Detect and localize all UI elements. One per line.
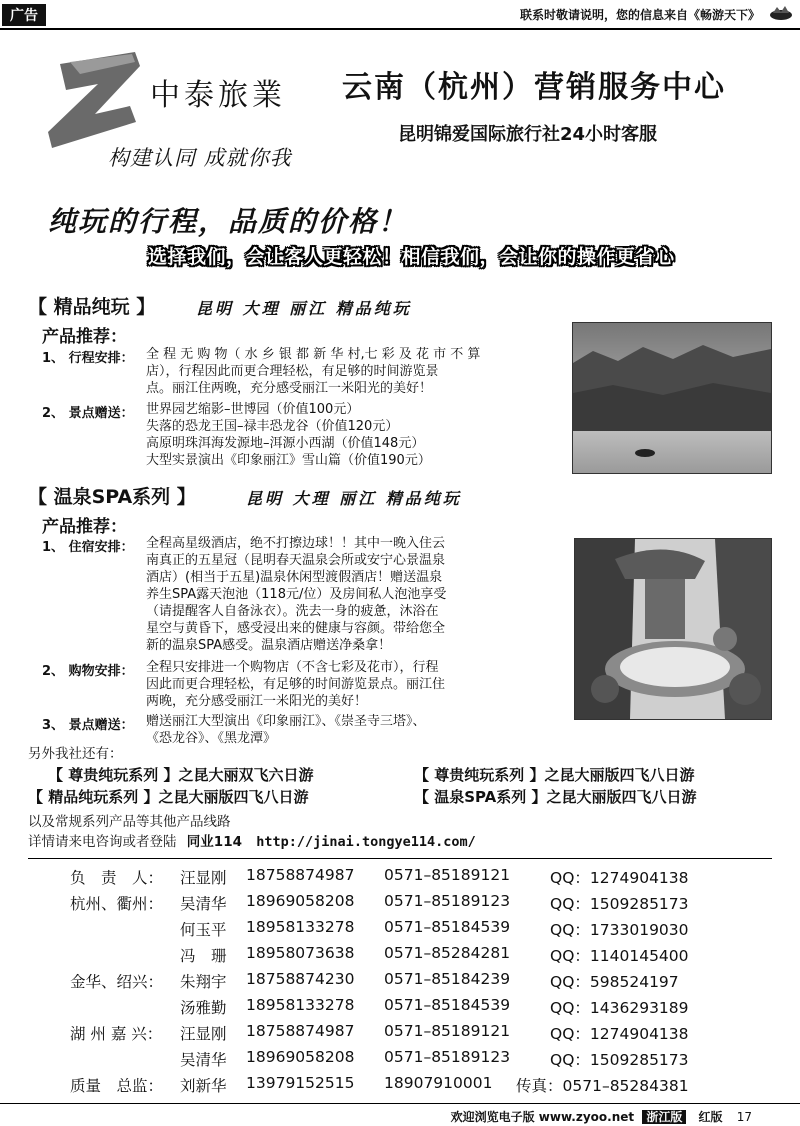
contact-mobile: 18958133278 [246,996,355,1014]
contact-region: 金华、绍兴： [70,973,164,991]
contact-row [70,1022,770,1048]
contact-row [70,892,770,918]
contact-qq: QQ：1733019030 [550,921,689,939]
quality-mobile: 13979152515 [246,1074,355,1092]
contact-region [70,996,180,1022]
contact-region: 负 责 人： [70,869,164,887]
text-line: 全程高星级酒店，绝不打擦边球！！其中一晚入住云 [146,536,446,551]
text-line: 养生SPA露天泡池（118元/位）及房间私人泡池享受 [146,587,447,602]
text-line: （请提醒客人自备泳衣）。洗去一身的疲惫，沐浴在 [146,604,439,619]
contact-region [70,1048,180,1074]
contact-name: 吴清华 [180,1051,227,1069]
text-line: 因此而更合理轻松，有足够的时间游览景点。丽江住 [146,677,446,692]
main-slogan: 纯玩的行程，品质的价格！ [48,205,409,238]
contact-tel: 0571–85184539 [384,918,511,936]
text-line: 赠送丽江大型演出《印象丽江》、《崇圣寺三塔》、 [146,714,426,729]
contact-tel: 0571–85189123 [384,892,511,910]
quality-label: 质量 总监： [70,1077,164,1095]
contact-mobile: 18969058208 [246,892,355,910]
promo-banner: 选择我们，会让客人更轻松！相信我们，会让你的操作更省心 [148,246,675,268]
contact-name: 吴清华 [180,895,227,913]
section1-rec: 产品推荐： [42,327,127,347]
contact-region: 杭州、衢州： [70,895,164,913]
section2-label-gifts: 3、 景点赠送： [42,718,134,733]
contact-name: 汤雅勤 [180,999,227,1017]
quality-tel: 18907910001 [384,1074,493,1092]
consult-prefix: 详情请来电咨询或者登陆 [28,834,177,850]
text-line: 大型实景演出《印象丽江》雪山篇（价值190元） [146,453,431,468]
contact-row [70,996,770,1022]
contact-mobile: 18958133278 [246,918,355,936]
company-name: 中泰旅業 [150,78,286,113]
contact-table [70,866,770,1100]
contact-tel: 0571–85184539 [384,996,511,1014]
text-line: 星空与黄昏下，感受浸出来的健康与容颜。带给您全 [146,621,446,636]
contact-row [70,866,770,892]
section1-subtitle: 昆明 大理 丽江 精品纯玩 [196,299,412,318]
contact-mobile: 18958073638 [246,944,355,962]
quality-fax: 传真：0571–85284381 [516,1077,689,1095]
footer-text: 欢迎浏览电子版 www.zyoo.net [450,1110,635,1124]
section1-itinerary [146,346,556,397]
text-line: 高原明珠洱海发源地–洱源小西湖（价值148元） [146,436,425,451]
source-note: 联系时敬请说明，您的信息来自《畅游天下》 [519,8,760,22]
section2-shopping [146,659,556,710]
contact-mobile: 18969058208 [246,1048,355,1066]
text-line: 南真正的五星冠（昆明春天温泉会所或安宁心景温泉 [146,553,446,568]
contact-qq: QQ：598524197 [550,973,679,991]
text-line: 全 程 无 购 物（ 水 乡 银 都 新 华 村,七 彩 及 花 市 不 算 [146,347,481,362]
edition-tag: 浙江版 [642,1110,686,1124]
brand-slogan: 构建认同 成就你我 [108,146,292,170]
section1-gifts [146,401,556,469]
section1-label-gifts: 2、 景点赠送： [42,406,134,421]
section2-subtitle: 昆明 大理 丽江 精品纯玩 [246,489,462,508]
contact-region: 湖 州 嘉 兴： [70,1025,163,1043]
quality-name: 刘新华 [180,1077,227,1095]
contact-name: 冯 珊 [180,947,227,965]
contact-tel: 0571–85189123 [384,1048,511,1066]
contact-qq: QQ：1140145400 [550,947,689,965]
contact-name: 朱翔宇 [180,973,227,991]
contact-row [70,1048,770,1074]
page-number: 17 [736,1110,752,1124]
text-line: 全程只安排进一个购物店（不含七彩及花市），行程 [146,660,439,675]
text-line: 两晚，充分感受丽江一米阳光的美好！ [146,694,368,709]
section1-label-itinerary: 1、 行程安排： [42,351,134,366]
contact-tel: 0571–85284281 [384,944,511,962]
consult-line [28,830,476,850]
series-item: 【 精品纯玩系列 】之昆大丽版四飞八日游 [28,788,309,806]
divider [28,858,772,859]
contact-mobile: 18758874230 [246,970,355,988]
consult-url[interactable]: http://jinai.tongye114.com/ [256,834,476,850]
series-item: 【 尊贵纯玩系列 】之昆大丽版四飞八日游 [414,766,695,784]
contact-name: 汪显刚 [180,1025,227,1043]
text-line: 酒店）(相当于五星)温泉休闲型渡假酒店！赠送温泉 [146,570,443,585]
footer-divider [0,1103,800,1104]
contact-qq: QQ：1274904138 [550,1025,689,1043]
tourism-logo-icon [768,4,794,22]
also-label: 另外我社还有： [28,746,123,762]
contact-mobile: 18758874987 [246,866,355,884]
contact-row [70,970,770,996]
text-line: 店），行程因此而更合理轻松，有足够的时间游览景 [146,364,439,379]
edition-label: 红版 [698,1110,723,1124]
section2-rec: 产品推荐： [42,517,127,537]
text-line: 世界园艺缩影–世博园（价值100元） [146,402,360,417]
contact-qq: QQ：1274904138 [550,869,689,887]
quality-row [70,1074,770,1100]
text-line: 点。丽江住两晚，充分感受丽江一米阳光的美好！ [146,381,433,396]
section1-title: 【 精品纯玩 】 [28,296,156,318]
contact-tel: 0571–85189121 [384,866,511,884]
series-item: 【 温泉SPA系列 】之昆大丽版四飞八日游 [414,788,697,806]
text-line: 《恐龙谷》、《黑龙潭》 [146,731,277,746]
other-lines: 以及常规系列产品等其他产品线路 [28,814,231,830]
section2-label-shopping: 2、 购物安排： [42,664,134,679]
contact-row [70,944,770,970]
series-item: 【 尊贵纯玩系列 】之昆大丽双飞六日游 [48,766,314,784]
lake-photo [572,322,772,474]
contact-tel: 0571–85189121 [384,1022,511,1040]
ad-tag: 广告 [2,4,46,26]
hot-spring-photo [574,538,772,720]
text-line: 失落的恐龙王国–禄丰恐龙谷（价值120元） [146,419,399,434]
consult-site: 同业114 [186,834,242,850]
contact-tel: 0571–85184239 [384,970,511,988]
contact-qq: QQ：1509285173 [550,895,689,913]
text-line: 新的温泉SPA感受。温泉酒店赠送净桑拿！ [146,638,392,653]
contact-qq: QQ：1436293189 [550,999,689,1017]
contact-qq: QQ：1509285173 [550,1051,689,1069]
contact-region [70,918,180,944]
page-title: 云南（杭州）营销服务中心 [342,70,726,105]
contact-name: 何玉平 [180,921,227,939]
footer [451,1108,752,1125]
section2-title: 【 温泉SPA系列 】 [28,486,196,508]
section2-gifts [146,713,566,747]
contact-mobile: 18758874987 [246,1022,355,1040]
contact-row [70,918,770,944]
section2-lodging [146,535,556,654]
contact-name: 汪显刚 [180,869,227,887]
section2-label-lodging: 1、 住宿安排： [42,540,134,555]
page-subtitle: 昆明锦爱国际旅行社24小时客服 [398,124,658,145]
contact-region [70,944,180,970]
